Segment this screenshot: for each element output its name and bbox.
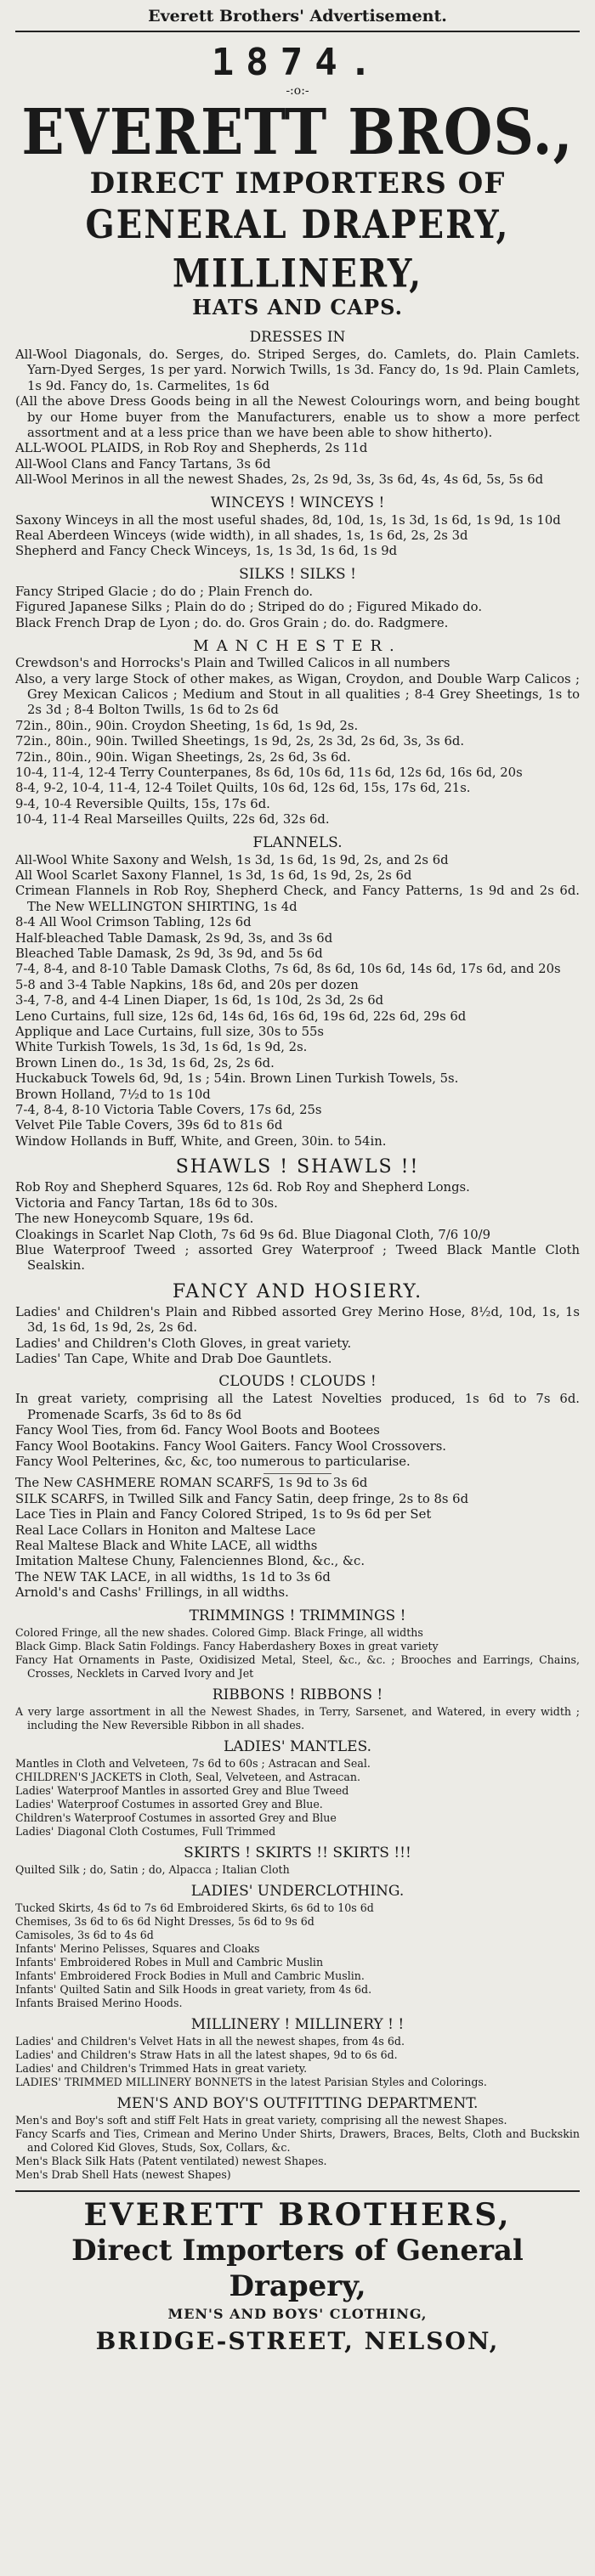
section-line: Black Gimp. Black Satin Foldings. Fancy Haberdashery Boxes in great variety [15, 1639, 439, 1652]
section-heading: FANCY AND HOSIERY. [172, 1280, 423, 1302]
section-line: Leno Curtains, full size, 12s 6d, 14s 6d, 16s 6d, 19s 6d, 22s 6d, 29s 6d [15, 1008, 467, 1024]
section-line: Crimean Flannels in Rob Roy, Shepherd Check, and Fancy Patterns, 1s 9d and 2s 6d. The New WELLINGTON SHIRTING, 1s 4d [15, 884, 580, 914]
section-line: CHILDREN'S JACKETS in Cloth, Seal, Velveteen, and Astracan. [15, 1770, 361, 1783]
section [15, 833, 580, 1150]
section-line: In great variety, comprising all the Latest Novelties produced, 1s 6d to 7s 6d. Promenade Scarfs, 3s 6d to 8s 6d [15, 1392, 580, 1422]
section-line: 8-4, 9-2, 10-4, 11-4, 12-4 Toilet Quilts, 10s 6d, 12s 6d, 15s, 17s 6d, 21s. [15, 781, 471, 796]
section-line: Fancy Wool Bootakins. Fancy Wool Gaiters. Fancy Wool Crossovers. [15, 1438, 446, 1454]
tagline-hats: HATS AND CAPS. [192, 295, 403, 319]
section-line: All-Wool Diagonals, do. Serges, do. Striped Serges, do. Camlets, do. Plain Camlets. Yarn-Dyed Serges, 1s per yard. Norwich Twills, 1s 3d. Fancy do, 1s 9d. Plain Camlets, 1s 9d. Fancy do, 1s. Carmelites, 1s 6d [15, 347, 580, 393]
section-line: Ladies' and Children's Straw Hats in all the latest shapes, 9d to 6s 6d. [15, 2048, 398, 2061]
sections-container [15, 328, 580, 2182]
section-line: Applique and Lace Curtains, full size, 30s to 55s [15, 1025, 325, 1040]
section-line: Infants' Embroidered Robes in Mull and Cambric Muslin [15, 1955, 324, 1969]
section-heading: SILKS ! SILKS ! [239, 565, 356, 583]
section [15, 2094, 580, 2182]
section-line: 72in., 80in., 90in. Twilled Sheetings, 1s 9d, 2s, 2s 3d, 2s 6d, 3s, 3s 6d. [15, 734, 465, 749]
section-line: Bleached Table Damask, 2s 9d, 3s 9d, and 5s 6d [15, 946, 323, 961]
section-heading: LADIES' UNDERCLOTHING. [190, 1882, 405, 1900]
section-line: Lace Ties in Plain and Fancy Colored Striped, 1s to 9s 6d per Set [15, 1507, 432, 1522]
section-line: Camisoles, 3s 6d to 4s 6d [15, 1928, 154, 1941]
section-line: ALL-WOOL PLAIDS, in Rob Roy and Shepherds, 2s 11d [15, 441, 368, 456]
section-line: Shepherd and Fancy Check Winceys, 1s, 1s 3d, 1s 6d, 1s 9d [15, 544, 398, 559]
year: 1874. [211, 41, 384, 84]
section-line: Figured Japanese Silks ; Plain do do ; Striped do do ; Figured Mikado do. [15, 600, 483, 615]
section-line: Brown Linen do., 1s 3d, 1s 6d, 2s, 2s 6d. [15, 1055, 275, 1071]
section [15, 1473, 580, 1601]
section-line: Infants' Merino Pelisses, Squares and Cloaks [15, 1941, 260, 1955]
section-line: Chemises, 3s 6d to 6s 6d Night Dresses, 5s 6d to 9s 6d [15, 1914, 314, 1928]
section-line: 7-4, 8-4, 8-10 Victoria Table Covers, 17s 6d, 25s [15, 1103, 322, 1118]
section [15, 1155, 580, 1274]
running-title: Everett Brothers' Advertisement. [15, 7, 580, 32]
section-line: Victoria and Fancy Tartan, 18s 6d to 30s. [15, 1195, 278, 1211]
section [15, 1737, 580, 1839]
section-line: Men's Drab Shell Hats (newest Shapes) [15, 2167, 231, 2181]
section-line: 9-4, 10-4 Reversible Quilts, 15s, 17s 6d. [15, 796, 270, 811]
section [15, 1607, 580, 1681]
firm-name: EVERETT BROS., [21, 94, 574, 169]
section-line: The NEW TAK LACE, in all widths, 1s 1d to 3s 6d [15, 1569, 331, 1585]
tagline-drapery: GENERAL DRAPERY, MILLINERY, [85, 201, 510, 297]
section-heading: MILLINERY ! MILLINERY ! ! [190, 2015, 405, 2033]
section-line: Brown Holland, 7½d to 1s 10d [15, 1087, 211, 1102]
section-heading: WINCEYS ! WINCEYS ! [210, 494, 385, 511]
section-line: Infants Braised Merino Hoods. [15, 1996, 183, 2009]
section-line: Window Hollands in Buff, White, and Green, 30in. to 54in. [15, 1133, 387, 1149]
footer-importers: Direct Importers of General Drapery, [71, 2233, 524, 2303]
section-heading: SHAWLS ! SHAWLS !! [175, 1156, 420, 1178]
section-heading: MEN'S AND BOY'S OUTFITTING DEPARTMENT. [116, 2094, 479, 2112]
section [15, 565, 580, 631]
section-line: Ladies' Diagonal Cloth Costumes, Full Trimmed [15, 1824, 276, 1838]
section [15, 328, 580, 489]
section-line: 10-4, 11-4, 12-4 Terry Counterpanes, 8s 6d, 10s 6d, 11s 6d, 12s 6d, 16s 6d, 20s [15, 765, 523, 780]
section-line: Mantles in Cloth and Velveteen, 7s 6d to 60s ; Astracan and Seal. [15, 1756, 371, 1770]
section-line: Rob Roy and Shepherd Squares, 12s 6d. Rob Roy and Shepherd Longs. [15, 1180, 470, 1195]
section-heading: DRESSES IN [249, 329, 346, 346]
section-line: 10-4, 11-4 Real Marseilles Quilts, 22s 6d, 32s 6d. [15, 812, 330, 828]
section-line: All-Wool White Saxony and Welsh, 1s 3d, 1s 6d, 1s 9d, 2s, and 2s 6d [15, 852, 449, 867]
section-line: Black French Drap de Lyon ; do. do. Gros Grain ; do. do. Radgmere. [15, 615, 449, 630]
section-line: Fancy Wool Pelterines, &c, &c, too numerous to particularise. [15, 1454, 411, 1469]
section-line: All-Wool Clans and Fancy Tartans, 3s 6d [15, 456, 271, 472]
section-line: Real Maltese Black and White LACE, all widths [15, 1539, 318, 1553]
section-line: Ladies' and Children's Velvet Hats in all the newest shapes, from 4s 6d. [15, 2034, 405, 2048]
section-line: Ladies' and Children's Trimmed Hats in great variety. [15, 2061, 308, 2075]
section-line: Infants' Quilted Satin and Silk Hoods in great variety, from 4s 6d. [15, 1982, 372, 1996]
section-line: Men's and Boy's soft and stiff Felt Hats in great variety, comprising all the newest Shapes. [15, 2113, 507, 2127]
section-line: Real Aberdeen Winceys (wide width), in all shades, 1s, 1s 6d, 2s, 2s 3d [15, 528, 468, 544]
section-line: Arnold's and Cashs' Frillings, in all widths. [15, 1585, 289, 1601]
section-line: Ladies' Waterproof Mantles in assorted Grey and Blue Tweed [15, 1783, 349, 1797]
section-line: Men's Black Silk Hats (Patent ventilated) newest Shapes. [15, 2154, 327, 2167]
section [15, 1844, 580, 1877]
section-line: Ladies' Tan Cape, White and Drab Doe Gauntlets. [15, 1351, 332, 1366]
section [15, 1372, 580, 1470]
section-line: LADIES' TRIMMED MILLINERY BONNETS in the latest Parisian Styles and Colorings. [15, 2075, 487, 2088]
section-line: Real Lace Collars in Honiton and Maltese Lace [15, 1522, 316, 1538]
section-line: Ladies' Waterproof Costumes in assorted Grey and Blue. [15, 1797, 323, 1811]
section-line: Fancy Scarfs and Ties, Crimean and Merino Under Shirts, Drawers, Braces, Belts, Cloth and Buckskin and Colored Kid Gloves, Studs, Sox, Collars, &c. [15, 2127, 580, 2154]
section [15, 636, 580, 828]
section-line: White Turkish Towels, 1s 3d, 1s 6d, 1s 9d, 2s. [15, 1040, 308, 1055]
section-line: Imitation Maltese Chuny, Falenciennes Blond, &c., &c. [15, 1554, 366, 1569]
section [15, 1686, 580, 1732]
section-heading: FLANNELS. [252, 833, 343, 851]
section-line: 72in., 80in., 90in. Wigan Sheetings, 2s, 2s 6d, 3s 6d. [15, 749, 351, 765]
section-line: Fancy Striped Glacie ; do do ; Plain French do. [15, 584, 314, 599]
section-line: Velvet Pile Table Covers, 39s 6d to 81s 6d [15, 1118, 283, 1133]
section-line: Saxony Winceys in all the most useful shades, 8d, 10d, 1s, 1s 3d, 1s 6d, 1s 9d, 1s 10d [15, 512, 561, 528]
footer-clothing: MEN'S AND BOYS' CLOTHING, [167, 2305, 428, 2322]
footer-address: BRIDGE-STREET, NELSON, [95, 2326, 500, 2355]
section-line: Ladies' and Children's Plain and Ribbed assorted Grey Merino Hose, 8½d, 10d, 1s, 1s 3d, 1s 6d, 1s 9d, 2s, 2s 6d. [15, 1304, 580, 1336]
section-line: Crewdson's and Horrocks's Plain and Twilled Calicos in all numbers [15, 656, 450, 671]
section-heading: RIBBONS ! RIBBONS ! [212, 1686, 383, 1703]
section-line: Tucked Skirts, 4s 6d to 7s 6d Embroidered Skirts, 6s 6d to 10s 6d [15, 1901, 374, 1914]
section-line: 5-8 and 3-4 Table Napkins, 18s 6d, and 20s per dozen [15, 977, 359, 992]
section [15, 2015, 580, 2089]
section-line: Infants' Embroidered Frock Bodies in Mull and Cambric Muslin. [15, 1969, 365, 1982]
section-line: 3-4, 7-8, and 4-4 Linen Diaper, 1s 6d, 1s 10d, 2s 3d, 2s 6d [15, 993, 384, 1008]
section-line: Half-bleached Table Damask, 2s 9d, 3s, and 3s 6d [15, 930, 333, 946]
section-line: 8-4 All Wool Crimson Tabling, 12s 6d [15, 915, 252, 930]
section [15, 1882, 580, 2010]
section-rule [264, 1473, 332, 1474]
year-separator: -:o:- [286, 84, 309, 98]
section-heading: SKIRTS ! SKIRTS !! SKIRTS !!! [184, 1844, 411, 1861]
footer-firm-name: EVERETT BROTHERS, [83, 2196, 512, 2233]
tagline-importers: DIRECT IMPORTERS OF [89, 167, 506, 201]
section-line: Ladies' and Children's Cloth Gloves, in great variety. [15, 1336, 352, 1351]
section-line: All Wool Scarlet Saxony Flannel, 1s 3d, 1s 6d, 1s 9d, 2s, 2s 6d [15, 867, 412, 883]
section-line: The new Honeycomb Square, 19s 6d. [15, 1212, 254, 1227]
footer-rule [15, 2190, 580, 2192]
section-line: Children's Waterproof Costumes in assorted Grey and Blue [15, 1811, 337, 1824]
section-line: Cloakings in Scarlet Nap Cloth, 7s 6d 9s 6d. Blue Diagonal Cloth, 7/6 10/9 [15, 1227, 491, 1242]
section-line: Fancy Wool Ties, from 6d. Fancy Wool Boots and Bootees [15, 1423, 380, 1438]
section-line: The New CASHMERE ROMAN SCARFS, 1s 9d to 3s 6d [15, 1476, 368, 1491]
section-line: Blue Waterproof Tweed ; assorted Grey Waterproof ; Tweed Black Mantle Cloth Sealskin. [15, 1242, 580, 1274]
section-line: 7-4, 8-4, and 8-10 Table Damask Cloths, 7s 6d, 8s 6d, 10s 6d, 14s 6d, 17s 6d, and 20s [15, 962, 561, 977]
section-line: A very large assortment in all the Newest Shades, in Terry, Sarsenet, and Watered, in every width ; including the New Reversible Ribbon in all shades. [15, 1704, 580, 1731]
section-line: Quilted Silk ; do, Satin ; do, Alpacca ; Italian Cloth [15, 1862, 290, 1876]
section-line: Fancy Hat Ornaments in Paste, Oxidisized Metal, Steel, &c., &c. ; Brooches and Earrings, Chains, Crosses, Necklets in Carved Ivory and Jet [15, 1652, 580, 1680]
section-heading: MANCHESTER. [193, 637, 402, 656]
section-line: (All the above Dress Goods being in all the Newest Colourings worn, and being bought by our Home buyer from the Manufacturers, enable us to show a more perfect assortment and at a less price than we have been able to show hitherto). [15, 394, 580, 441]
section [15, 494, 580, 560]
section-heading: CLOUDS ! CLOUDS ! [218, 1373, 377, 1391]
section-line: SILK SCARFS, in Twilled Silk and Fancy Satin, deep fringe, 2s to 8s 6d [15, 1491, 469, 1506]
section-line: 72in., 80in., 90in. Croydon Sheeting, 1s 6d, 1s 9d, 2s. [15, 718, 359, 733]
section-line: All-Wool Merinos in all the newest Shades, 2s, 2s 9d, 3s, 3s 6d, 4s, 4s 6d, 5s, 5s 6d [15, 472, 544, 488]
section [15, 1280, 580, 1368]
section-heading: LADIES' MANTLES. [223, 1737, 372, 1755]
section-line: Huckabuck Towels 6d, 9d, 1s ; 54in. Brown Linen Turkish Towels, 5s. [15, 1071, 459, 1087]
section-line: Colored Fringe, all the new shades. Colored Gimp. Black Fringe, all widths [15, 1625, 423, 1639]
section-line: Also, a very large Stock of other makes, as Wigan, Croydon, and Double Warp Calicos ; Grey Mexican Calicos ; Medium and Stout in all qualities ; 8-4 Grey Sheetings, 1s to 2s 3d ; 8-4 Bolton Twills, 1s 6d to 2s 6d [15, 671, 580, 718]
section-heading: TRIMMINGS ! TRIMMINGS ! [189, 1607, 406, 1624]
